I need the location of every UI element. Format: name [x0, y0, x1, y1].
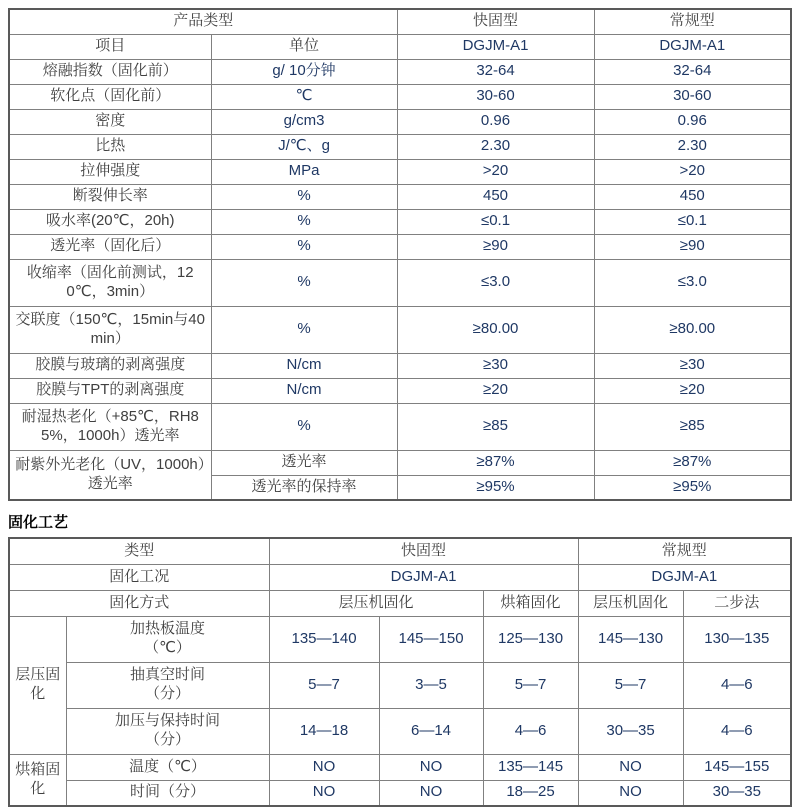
unit-header: 单位: [211, 34, 397, 59]
row-value-fast: 450: [397, 184, 594, 209]
row-label: 密度: [9, 109, 211, 134]
regular-type-header: 常规型: [578, 538, 791, 564]
row-label: 比热: [9, 134, 211, 159]
product-type-header: 产品类型: [9, 9, 397, 34]
table-row: [9, 662, 791, 708]
row-value: 125—130: [483, 616, 578, 662]
row-value: 5—7: [578, 662, 683, 708]
row-value: 135—140: [269, 616, 379, 662]
t2-method-row: [9, 590, 791, 616]
row-label-line2: （分）: [145, 685, 191, 702]
row-value-regular: >20: [594, 159, 791, 184]
row-unit: N/cm: [211, 353, 397, 378]
row-unit: ℃: [211, 84, 397, 109]
row-value-fast: >20: [397, 159, 594, 184]
row-label: 胶膜与TPT的剥离强度: [9, 378, 211, 403]
row-value: 145—130: [578, 616, 683, 662]
row-value-regular: 30-60: [594, 84, 791, 109]
row-label: 透光率（固化后）: [9, 234, 211, 259]
fast-type-header: 快固型: [269, 538, 578, 564]
condition-header: 固化工况: [9, 564, 269, 590]
table-row: [9, 184, 791, 209]
method-regular-twostep: 二步法: [683, 590, 791, 616]
row-value: 3—5: [379, 662, 483, 708]
table-row: [9, 403, 791, 450]
section-title: 固化工艺: [8, 514, 69, 531]
row-value-fast: ≥90: [397, 234, 594, 259]
row-unit: MPa: [211, 159, 397, 184]
row-label: 拉伸强度: [9, 159, 211, 184]
row-label: 交联度（150℃，15min与40min）: [9, 306, 211, 353]
row-value-regular: ≥30: [594, 353, 791, 378]
row-label: 胶膜与玻璃的剥离强度: [9, 353, 211, 378]
table-row: [9, 306, 791, 353]
t2-type-row: [9, 538, 791, 564]
table-row: [9, 59, 791, 84]
table-row: [9, 234, 791, 259]
row-label-line1: 加热板温度: [130, 620, 206, 638]
row-value-regular: ≥80.00: [594, 306, 791, 353]
curing-process-table: [8, 537, 792, 807]
row-value: NO: [379, 754, 483, 780]
row-value: 14—18: [269, 708, 379, 754]
row-value: 30—35: [578, 708, 683, 754]
row-value: NO: [578, 754, 683, 780]
row-value-regular: ≥95%: [594, 475, 791, 500]
row-label: 吸水率(20℃，20h): [9, 209, 211, 234]
row-label-line2: （℃）: [144, 639, 191, 656]
row-value-regular: 450: [594, 184, 791, 209]
row-value: NO: [269, 780, 379, 806]
row-value-regular: ≥90: [594, 234, 791, 259]
row-unit: %: [211, 209, 397, 234]
row-value-fast: ≥30: [397, 353, 594, 378]
item-header: 项目: [9, 34, 211, 59]
table-row: [9, 378, 791, 403]
t1-header-row: [9, 9, 791, 34]
fast-model-cell: DGJM-A1: [269, 564, 578, 590]
fast-type-header: 快固型: [397, 9, 594, 34]
row-value-fast: ≥87%: [397, 450, 594, 475]
row-value-regular: 2.30: [594, 134, 791, 159]
t2-condition-row: [9, 564, 791, 590]
row-value-fast: 2.30: [397, 134, 594, 159]
method-fast-oven: 烘箱固化: [483, 590, 578, 616]
row-unit: %: [211, 234, 397, 259]
table-row: [9, 259, 791, 306]
row-label: 时间（分）: [66, 780, 269, 806]
uv-row-label: 耐紫外光老化（UV，1000h）透光率: [9, 450, 211, 500]
table-row: [9, 616, 791, 662]
row-label: 断裂伸长率: [9, 184, 211, 209]
row-value-regular: ≤3.0: [594, 259, 791, 306]
row-value: 5—7: [483, 662, 578, 708]
row-value: 4—6: [483, 708, 578, 754]
row-value-fast: ≥80.00: [397, 306, 594, 353]
table-row: [9, 708, 791, 754]
uv-sub-label: 透光率: [211, 450, 397, 475]
row-unit: %: [211, 403, 397, 450]
row-unit: %: [211, 184, 397, 209]
row-value-regular: 0.96: [594, 109, 791, 134]
row-value-fast: ≥95%: [397, 475, 594, 500]
table-row: [9, 159, 791, 184]
group-label-laminator: 层压固化: [9, 616, 66, 754]
row-value: 5—7: [269, 662, 379, 708]
row-label: [66, 662, 269, 708]
row-label: 熔融指数（固化前）: [9, 59, 211, 84]
row-value: NO: [269, 754, 379, 780]
row-value: 4—6: [683, 708, 791, 754]
row-value-regular: ≥20: [594, 378, 791, 403]
regular-type-header: 常规型: [594, 9, 791, 34]
row-value-regular: ≥85: [594, 403, 791, 450]
row-value-regular: ≥87%: [594, 450, 791, 475]
row-unit: %: [211, 259, 397, 306]
regular-model-cell: DGJM-A1: [594, 34, 791, 59]
row-label: 软化点（固化前）: [9, 84, 211, 109]
row-unit: J/℃、g: [211, 134, 397, 159]
table-row: [9, 353, 791, 378]
table-row: [9, 754, 791, 780]
uv-sub-label: 透光率的保持率: [211, 475, 397, 500]
row-label: 温度（℃）: [66, 754, 269, 780]
method-header: 固化方式: [9, 590, 269, 616]
row-value: NO: [379, 780, 483, 806]
table-row: [9, 780, 791, 806]
row-value-fast: ≥20: [397, 378, 594, 403]
row-value: 135—145: [483, 754, 578, 780]
row-value-fast: ≤0.1: [397, 209, 594, 234]
row-value: 145—150: [379, 616, 483, 662]
row-label: 收缩率（固化前测试，120℃，3min）: [9, 259, 211, 306]
row-label: [66, 708, 269, 754]
table-row: [9, 84, 791, 109]
row-value-regular: 32-64: [594, 59, 791, 84]
row-label: [66, 616, 269, 662]
row-label-line1: 抽真空时间: [130, 666, 206, 684]
regular-model-cell: DGJM-A1: [578, 564, 791, 590]
row-label-line1: 加压与保持时间: [115, 712, 221, 730]
row-value: 18—25: [483, 780, 578, 806]
row-value-fast: 0.96: [397, 109, 594, 134]
method-fast-laminator: 层压机固化: [269, 590, 483, 616]
row-value: 4—6: [683, 662, 791, 708]
row-value: 145—155: [683, 754, 791, 780]
row-value-fast: ≥85: [397, 403, 594, 450]
row-unit: g/cm3: [211, 109, 397, 134]
row-value-regular: ≤0.1: [594, 209, 791, 234]
table-row: [9, 109, 791, 134]
row-value: 130—135: [683, 616, 791, 662]
table-row: [9, 134, 791, 159]
row-value: NO: [578, 780, 683, 806]
type-header: 类型: [9, 538, 269, 564]
row-value-fast: ≤3.0: [397, 259, 594, 306]
row-unit: %: [211, 306, 397, 353]
row-value-fast: 30-60: [397, 84, 594, 109]
group-label-oven: 烘箱固化: [9, 754, 66, 806]
row-label-line2: （分）: [145, 731, 191, 748]
fast-model-cell: DGJM-A1: [397, 34, 594, 59]
row-value: 6—14: [379, 708, 483, 754]
row-label: 耐湿热老化（+85℃，RH85%，1000h）透光率: [9, 403, 211, 450]
uv-row-1: [9, 450, 791, 475]
row-unit: N/cm: [211, 378, 397, 403]
t1-subheader-row: [9, 34, 791, 59]
method-regular-laminator: 层压机固化: [578, 590, 683, 616]
row-value: 30—35: [683, 780, 791, 806]
product-spec-table: [8, 8, 792, 501]
row-unit: g/ 10分钟: [211, 59, 397, 84]
row-value-fast: 32-64: [397, 59, 594, 84]
table-row: [9, 209, 791, 234]
